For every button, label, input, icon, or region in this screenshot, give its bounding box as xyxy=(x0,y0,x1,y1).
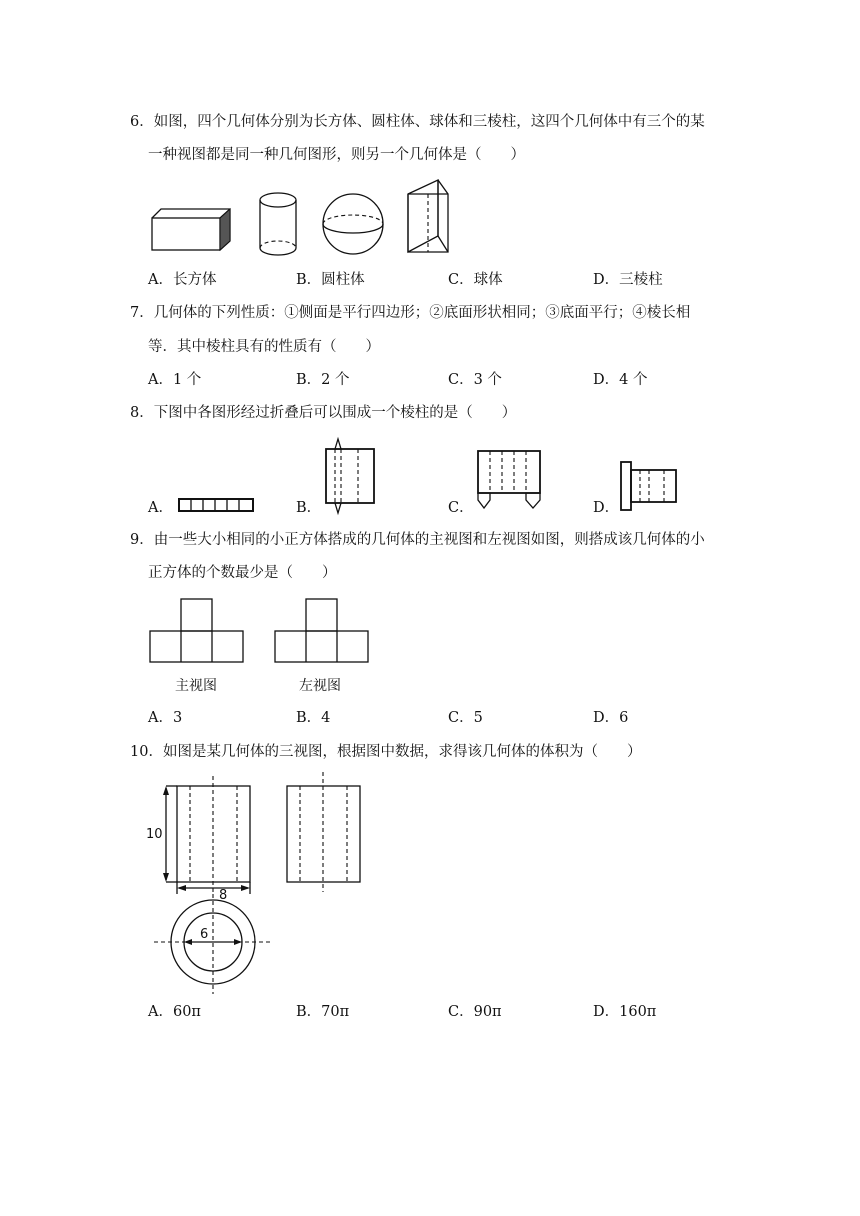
q8-option-d: D． xyxy=(593,500,620,516)
question-9-text-line1: 9．由一些大小相同的小正方体搭成的几何体的主视图和左视图如图，则搭成该几何体的小 xyxy=(130,532,705,548)
question-7-text-line2: 等．其中棱柱具有的性质有（ ） xyxy=(148,339,380,355)
sphere-shape xyxy=(323,194,383,254)
q7-option-b: B．2 个 xyxy=(296,372,350,388)
q8-option-a: A． xyxy=(148,500,173,516)
q10-option-d: D．160π xyxy=(593,1004,657,1020)
side-view-drawing xyxy=(287,772,360,892)
cuboid-shape xyxy=(152,209,230,250)
question-6-text-line1: 6．如图，四个几何体分别为长方体、圆柱体、球体和三棱柱，这四个几何体中有三个的某 xyxy=(130,114,705,130)
triangular-prism-shape xyxy=(408,180,448,252)
question-9-text-line2: 正方体的个数最少是（ ） xyxy=(148,565,337,581)
q9-option-a: A．3 xyxy=(148,710,183,726)
q9-option-b: B．4 xyxy=(296,710,331,726)
q6-option-b: B．圆柱体 xyxy=(296,272,365,288)
left-view-figure xyxy=(273,597,371,667)
q9-option-d: D．6 xyxy=(593,710,629,726)
inner-diameter-label: 6 xyxy=(200,927,209,942)
q8-net-b xyxy=(322,436,378,516)
q10-option-b: B．70π xyxy=(296,1004,350,1020)
left-view-caption: 左视图 xyxy=(299,678,341,694)
cylinder-shape xyxy=(260,193,296,255)
q8-net-d xyxy=(619,458,679,514)
question-8-text-line1: 8．下图中各图形经过折叠后可以围成一个棱柱的是（ ） xyxy=(130,405,517,421)
front-view-figure xyxy=(148,597,246,667)
width-label: 8 xyxy=(219,888,228,903)
question-7-text-line1: 7．几何体的下列性质：①侧面是平行四边形；②底面形状相同；③底面平行；④棱长相 xyxy=(130,305,691,321)
q8-option-c: C． xyxy=(448,500,474,516)
question-10-text-line1: 10．如图是某几何体的三视图，根据图中数据，求得该几何体的体积为（ ） xyxy=(130,744,642,760)
q8-option-b: B． xyxy=(296,500,322,516)
question-6-figure xyxy=(148,176,458,260)
q6-option-a: A．长方体 xyxy=(148,272,217,288)
q9-option-c: C．5 xyxy=(448,710,483,726)
top-view-drawing xyxy=(154,894,270,994)
q10-option-a: A．60π xyxy=(148,1004,201,1020)
height-label: 10 xyxy=(146,827,163,842)
three-view-figure xyxy=(140,768,380,1000)
q6-option-d: D．三棱柱 xyxy=(593,272,663,288)
q6-option-c: C．球体 xyxy=(448,272,503,288)
q7-option-d: D．4 个 xyxy=(593,372,648,388)
q7-option-c: C．3 个 xyxy=(448,372,502,388)
q7-option-a: A．1 个 xyxy=(148,372,202,388)
q10-option-c: C．90π xyxy=(448,1004,502,1020)
question-6-text-line2: 一种视图都是同一种几何图形，则另一个几何体是（ ） xyxy=(148,147,525,163)
q8-net-a xyxy=(178,497,254,515)
q8-net-c xyxy=(474,448,546,514)
front-view-caption: 主视图 xyxy=(175,678,217,694)
front-view-drawing xyxy=(146,776,250,903)
